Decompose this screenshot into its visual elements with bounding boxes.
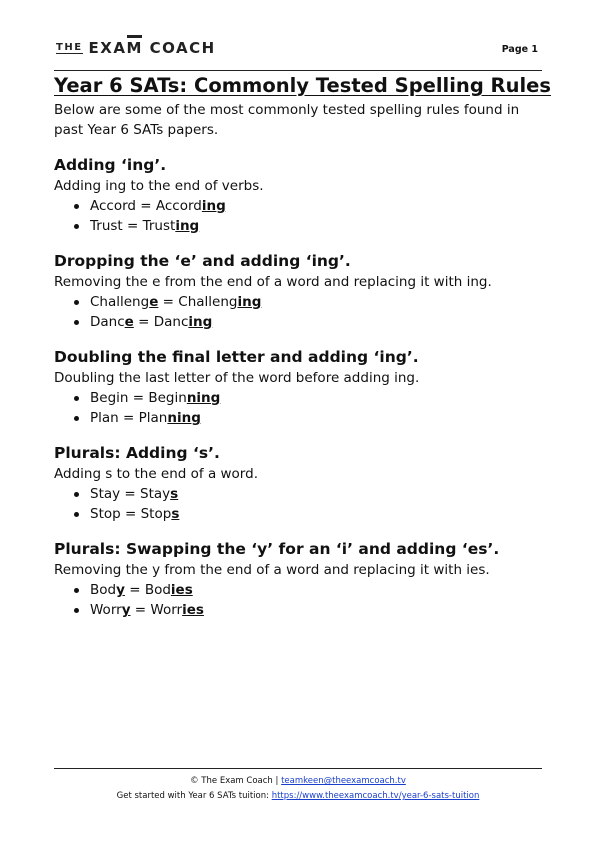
section-title: Dropping the ‘e’ and adding ‘ing’. [54, 252, 351, 270]
list-item [54, 196, 546, 216]
footer-copyright: © The Exam Coach | [190, 776, 282, 786]
list-item [54, 292, 546, 312]
page-title: Year 6 SATs: Commonly Tested Spelling Rules [54, 74, 551, 97]
example-result-suffix: ing [201, 198, 226, 214]
example-result-suffix: s [170, 486, 179, 502]
footer-line-contact [54, 774, 542, 789]
example-result-suffix: ies [182, 602, 204, 618]
section-title: Plurals: Adding ‘s’. [54, 444, 220, 462]
example-separator: = [133, 314, 154, 330]
example-result-suffix: ies [170, 582, 193, 598]
example-result-stem: Bod [144, 582, 171, 598]
example-base-stem: Danc [90, 314, 125, 330]
example-list [54, 196, 546, 236]
example-list [54, 484, 546, 524]
list-item [54, 600, 546, 620]
section-title: Doubling the final letter and adding ‘ing’. [54, 348, 419, 366]
section-adding-ing [54, 154, 546, 236]
example-result-suffix: ing [175, 218, 200, 234]
example-result-stem: Stay [140, 486, 171, 502]
list-item [54, 216, 546, 236]
example-base: Accord [90, 198, 136, 214]
page-footer [54, 768, 542, 804]
example-base-stem: Challeng [90, 294, 150, 310]
section-title: Plurals: Swapping the ‘y’ for an ‘i’ and adding ‘es’. [54, 540, 500, 558]
list-item [54, 388, 546, 408]
example-separator: = [120, 486, 141, 502]
example-result-stem: Trust [142, 218, 176, 234]
logo-main [89, 39, 216, 57]
example-separator: = [158, 294, 179, 310]
example-base-letter: e [124, 314, 134, 330]
logo-main-pre: EXA [88, 39, 127, 57]
example-result-stem: Plan [138, 410, 168, 426]
logo-mortarboard-letter: M [126, 39, 143, 57]
example-list [54, 388, 546, 428]
example-base: Begin [90, 390, 129, 406]
page-number: Page 1 [501, 44, 538, 55]
footer-tuition-text: Get started with Year 6 SATs tuition: [116, 791, 272, 801]
intro-text: Below are some of the most commonly tested spelling rules found in past Year 6 SATs papers. [54, 102, 520, 138]
example-base: Stay [90, 486, 121, 502]
section-description: Removing the y from the end of a word and replacing it with ies. [54, 562, 490, 578]
example-base-letter: e [149, 294, 159, 310]
section-description: Doubling the last letter of the word before adding ing. [54, 370, 420, 386]
list-item [54, 312, 546, 332]
section-description: Adding ing to the end of verbs. [54, 178, 264, 194]
example-result-stem: Worr [150, 602, 183, 618]
section-plurals-s [54, 442, 546, 524]
example-base: Trust [90, 218, 123, 234]
example-separator: = [128, 390, 149, 406]
example-base: Plan [90, 410, 119, 426]
example-base: Stop [90, 506, 121, 522]
document-body [54, 100, 546, 620]
example-separator: = [130, 602, 151, 618]
example-list [54, 292, 546, 332]
section-title: Adding ‘ing’. [54, 156, 167, 174]
section-description: Removing the e from the end of a word and replacing it with ing. [54, 274, 492, 290]
logo-the: THE [56, 42, 83, 53]
example-result-stem: Challeng [178, 294, 238, 310]
example-result-stem: Accord [155, 198, 202, 214]
footer-line-tuition [54, 789, 542, 804]
example-base-stem: Worr [90, 602, 122, 618]
example-list [54, 580, 546, 620]
example-base-stem: Bod [90, 582, 117, 598]
example-separator: = [124, 582, 145, 598]
example-result-stem: Begin [148, 390, 187, 406]
example-result-suffix: ing [237, 294, 262, 310]
list-item [54, 484, 546, 504]
page-header [54, 36, 542, 71]
example-result-suffix: ning [186, 390, 221, 406]
example-separator: = [135, 198, 156, 214]
section-doubling-letter [54, 346, 546, 428]
logo-main-post: COACH [142, 39, 216, 57]
example-result-stem: Danc [153, 314, 189, 330]
list-item [54, 504, 546, 524]
list-item [54, 580, 546, 600]
example-separator: = [118, 410, 139, 426]
example-result-suffix: ning [167, 410, 201, 426]
section-plurals-y-ies [54, 538, 546, 620]
example-separator: = [122, 218, 143, 234]
example-separator: = [120, 506, 141, 522]
section-description: Adding s to the end of a word. [54, 466, 258, 482]
contact-email-link[interactable]: teamkeen@theexamcoach.tv [281, 776, 406, 786]
list-item [54, 408, 546, 428]
example-result-stem: Stop [140, 506, 172, 522]
example-base-letter: y [116, 582, 125, 598]
example-result-suffix: s [171, 506, 180, 522]
example-base-letter: y [121, 602, 131, 618]
the-exam-coach-logo [56, 38, 216, 57]
example-result-suffix: ing [188, 314, 213, 330]
tuition-url-link[interactable]: https://www.theexamcoach.tv/year-6-sats-tuition [271, 791, 480, 801]
section-dropping-e [54, 250, 546, 332]
